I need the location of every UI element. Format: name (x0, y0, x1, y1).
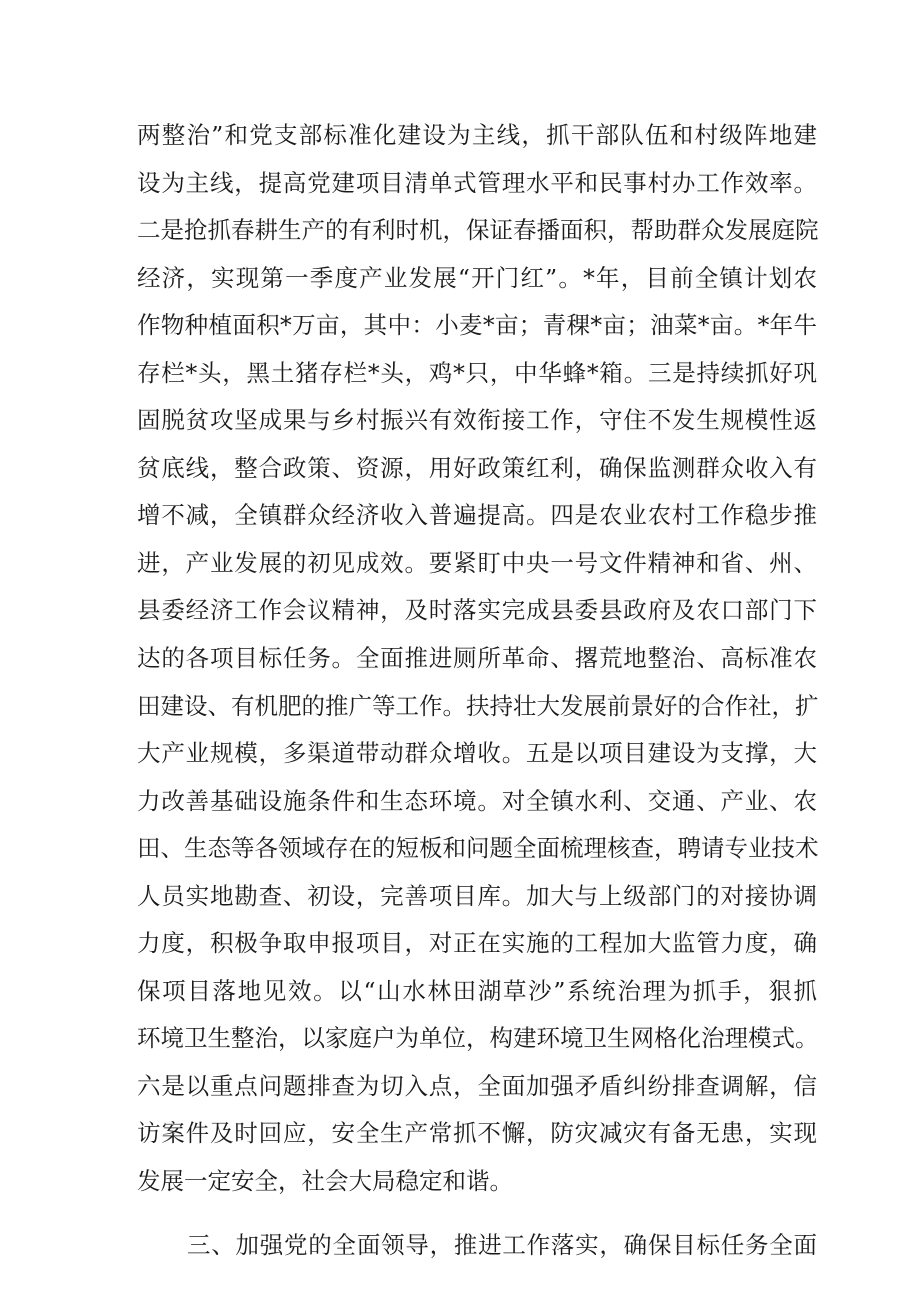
paragraph-line: 县委经济工作会议精神，及时落实完成县委县政府及农口部门下 (137, 596, 817, 625)
paragraph-line: 人员实地勘查、初设，完善项目库。加大与上级部门的对接协调 (137, 881, 817, 910)
paragraph-line: 进，产业发展的初见成效。要紧盯中央一号文件精神和省、州、 (137, 548, 817, 577)
section-heading: 三、加强党的全面领导，推进工作落实，确保目标任务全面 (187, 1230, 817, 1259)
paragraph-line: 固脱贫攻坚成果与乡村振兴有效衔接工作，守住不发生规模性返 (137, 406, 817, 435)
paragraph-line: 经济，实现第一季度产业发展“开门红”。*年，目前全镇计划农 (137, 263, 817, 292)
paragraph-line: 力度，积极争取申报项目，对正在实施的工程加大监管力度，确 (137, 929, 817, 958)
paragraph-line-last: 发展一定安全，社会大局稳定和谐。 (137, 1167, 513, 1196)
paragraph-line: 达的各项目标任务。全面推进厕所革命、撂荒地整治、高标准农 (137, 644, 817, 673)
paragraph-line: 增不减，全镇群众经济收入普遍提高。四是农业农村工作稳步推 (137, 501, 817, 530)
paragraph-line: 二是抢抓春耕生产的有利时机，保证春播面积，帮助群众发展庭院 (137, 216, 819, 245)
paragraph-line: 贫底线，整合政策、资源，用好政策红利，确保监测群众收入有 (137, 453, 817, 482)
paragraph-line: 大产业规模，多渠道带动群众增收。五是以项目建设为支撑，大 (137, 739, 817, 768)
paragraph-line: 田、生态等各领域存在的短板和问题全面梳理核查，聘请专业技术 (137, 834, 819, 863)
paragraph-line: 保项目落地见效。以“山水林田湖草沙”系统治理为抓手，狠抓 (137, 976, 817, 1005)
paragraph-line: 设为主线，提高党建项目清单式管理水平和民事村办工作效率。 (137, 168, 817, 197)
paragraph-line: 存栏*头，黑土猪存栏*头，鸡*只，中华蜂*箱。三是持续抓好巩 (137, 358, 817, 387)
paragraph-line: 两整治”和党支部标准化建设为主线，抓干部队伍和村级阵地建 (137, 121, 817, 149)
paragraph-line: 田建设、有机肥的推广等工作。扶持壮大发展前景好的合作社，扩 (137, 691, 819, 720)
paragraph-line: 环境卫生整治，以家庭户为单位，构建环境卫生网格化治理模式。 (137, 1024, 819, 1053)
paragraph-line: 六是以重点问题排查为切入点，全面加强矛盾纠纷排查调解，信 (137, 1071, 817, 1100)
paragraph-line: 访案件及时回应，安全生产常抓不懈，防灾减灾有备无患，实现 (137, 1119, 817, 1148)
paragraph-line: 力改善基础设施条件和生态环境。对全镇水利、交通、产业、农 (137, 786, 817, 815)
paragraph-gap (137, 1206, 817, 1222)
paragraph-line: 作物种植面积*万亩，其中：小麦*亩；青稞*亩；油菜*亩。*年牛 (137, 311, 817, 340)
body-text (137, 112, 817, 1269)
